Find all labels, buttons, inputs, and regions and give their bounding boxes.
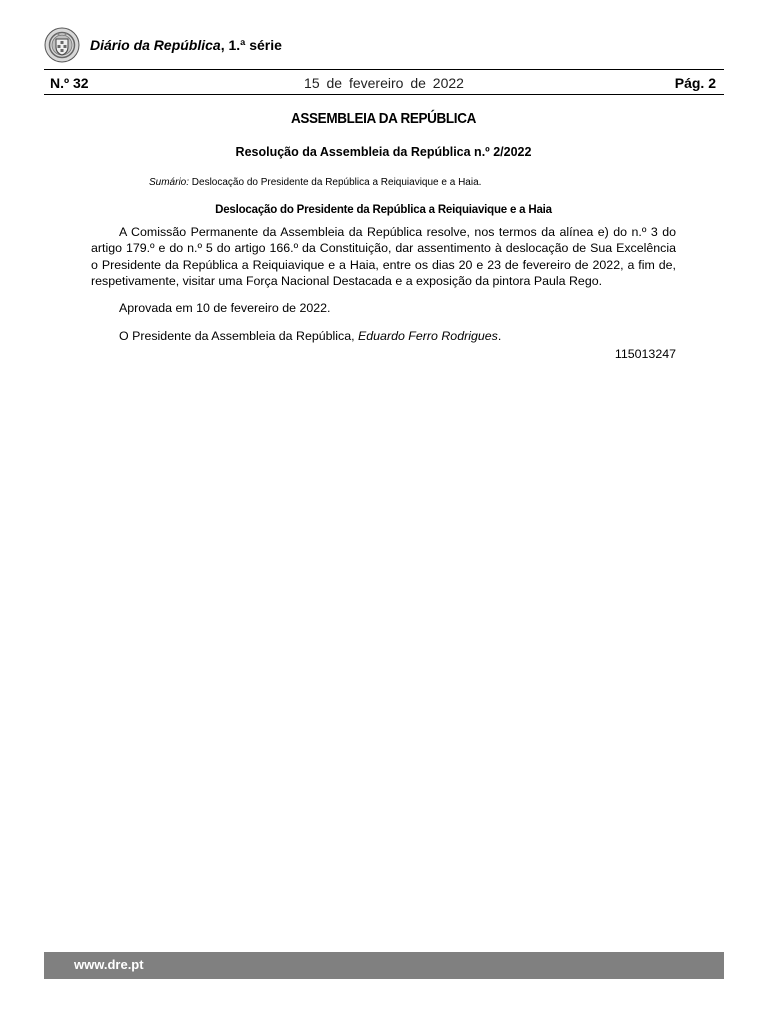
masthead <box>44 26 282 64</box>
signature-suffix: . <box>497 328 502 343</box>
issuer-heading: ASSEMBLEIA DA REPÚBLICA <box>290 110 476 127</box>
footer-url-link[interactable]: www.dre.pt <box>74 957 144 972</box>
journal-title <box>90 37 282 53</box>
summary-label: Sumário: <box>149 177 190 188</box>
issue-header-bar <box>44 69 724 95</box>
subject-title: Deslocação do Presidente da República a Reiquiavique e a Haia <box>215 204 552 216</box>
resolution-title: Resolução da Assembleia da República n.º 2/2022 <box>235 145 532 159</box>
approval-date: Aprovada em 10 de fevereiro de 2022. <box>119 300 331 315</box>
footer-bar <box>44 952 724 979</box>
issue-number: N.º 32 <box>50 75 89 91</box>
document-body <box>91 110 676 362</box>
journal-name: Diário da República <box>90 37 221 53</box>
resolution-paragraph: A Comissão Permanente da Assembleia da República resolve, nos termos da alínea e) do n.º 3 do artigo 179.º e do n.º 5 do artigo 166.º da Constituição, dar assentimento à deslocação de Sua Excelência o Presidente da República a Reiquiavique e a Haia, entre os dias 20 e 23 de fevereiro de 2022, a fim de, respetivamente, visitar uma Força Nacional Destacada e a exposição da pintora Paula Rego. <box>91 225 676 289</box>
signature-prefix: O Presidente da Assembleia da República, <box>119 328 359 343</box>
journal-series: , 1.ª série <box>220 37 282 53</box>
summary-text: Deslocação do Presidente da República a Reiquiavique e a Haia. <box>189 177 482 188</box>
page-number: Pág. 2 <box>674 75 716 91</box>
document-id: 115013247 <box>614 346 676 361</box>
signer-name: Eduardo Ferro Rodrigues <box>358 328 498 343</box>
summary <box>149 177 676 188</box>
coat-of-arms-icon <box>44 27 80 63</box>
signature-line <box>91 328 676 344</box>
issue-date: 15 de fevereiro de 2022 <box>304 75 464 91</box>
